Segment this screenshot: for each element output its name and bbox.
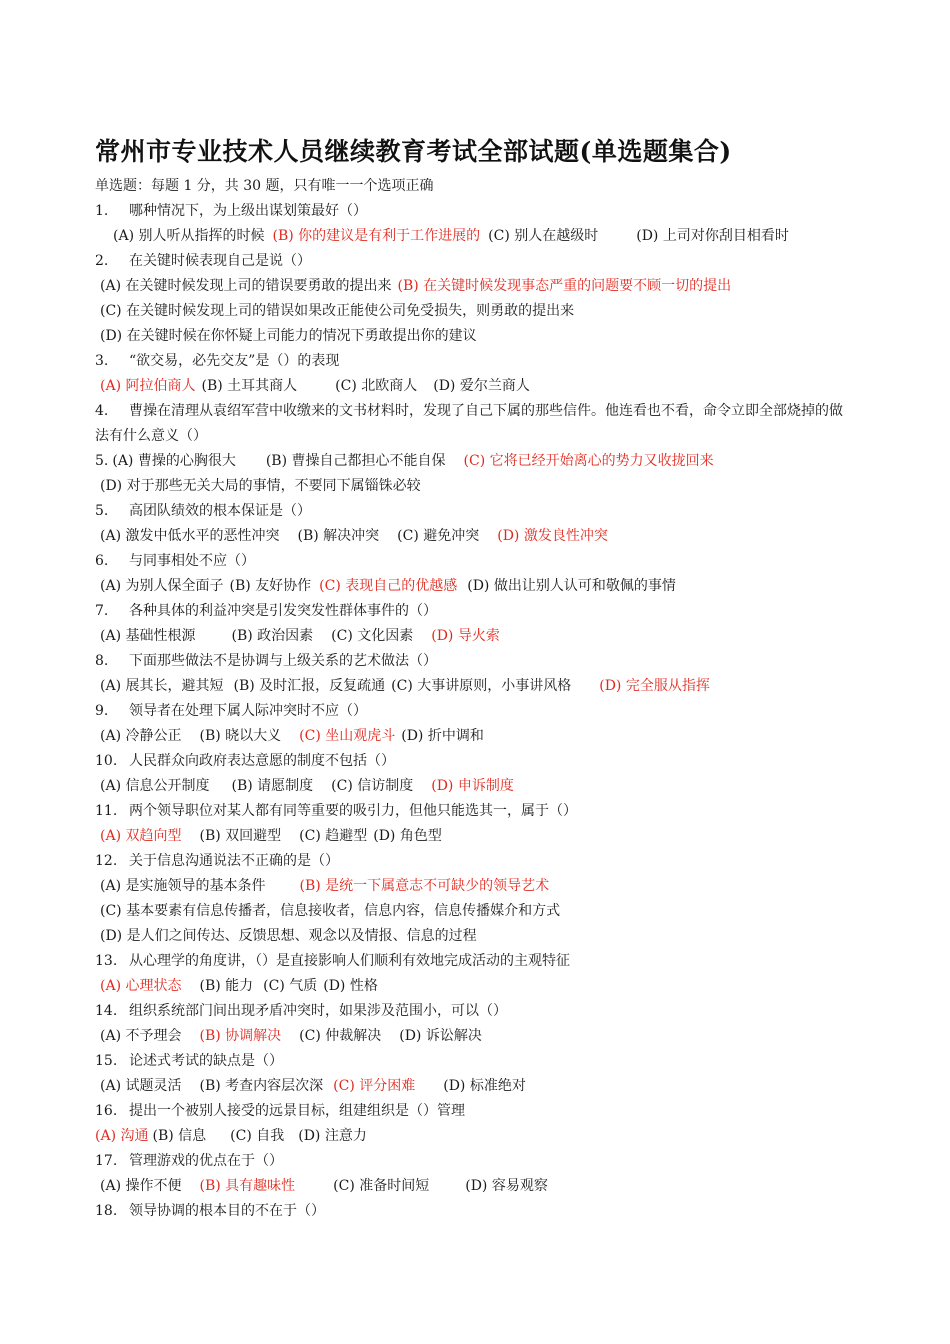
answer-3: (A) 阿拉伯商人 xyxy=(100,378,196,394)
answer-5: (D) 激发良性冲突 xyxy=(497,528,608,544)
question-7: 7. 各种具体的利益冲突是引发突发性群体事件的（） xyxy=(95,603,437,619)
answer-8: (D) 完全服从指挥 xyxy=(599,678,710,694)
question-12: 12. 关于信息沟通说法不正确的是（） xyxy=(95,853,339,869)
question-1: 1. 哪种情况下，为上级出谋划策最好（） xyxy=(95,203,367,219)
answer-11: (A) 双趋向型 xyxy=(100,828,182,844)
question-17: 17. 管理游戏的优点在于（） xyxy=(95,1153,283,1169)
question-10: 10. 人民群众向政府表达意愿的制度不包括（） xyxy=(95,753,395,769)
question-5: 5. 高团队绩效的根本保证是（） xyxy=(95,503,311,519)
options-12c: (D) 是人们之间传达、反馈思想、观念以及情报、信息的过程 xyxy=(100,928,477,944)
answer-1: (B) 你的建议是有利于工作进展的 xyxy=(272,228,481,244)
answer-9: (C) 坐山观虎斗 xyxy=(299,728,396,744)
answer-14: (B) 协调解决 xyxy=(199,1028,282,1044)
answer-15: (C) 评分困难 xyxy=(333,1078,416,1094)
answer-6: (C) 表现自己的优越感 xyxy=(319,578,458,594)
options-2c: (D) 在关键时候在你怀疑上司能力的情况下勇敢提出你的建议 xyxy=(100,328,477,344)
question-list xyxy=(95,174,855,1224)
question-3: 3. “欲交易，必先交友”是（）的表现 xyxy=(95,353,340,369)
options-8: (A) 展其长，避其短 (B) 及时汇报，反复疏通 (C) 大事讲原则，小事讲风格 (D) 完全服从指挥 xyxy=(100,678,710,694)
options-11: (A) 双趋向型 (B) 双回避型 (C) 趋避型 (D) 角色型 xyxy=(100,828,442,844)
question-16: 16. 提出一个被别人接受的远景目标，组建组织是（）管理 xyxy=(95,1103,465,1119)
question-15: 15. 论述式考试的缺点是（） xyxy=(95,1053,283,1069)
options-4b: (D) 对于那些无关大局的事情，不要同下属锱铢必较 xyxy=(100,478,421,494)
options-15: (A) 试题灵活 (B) 考查内容层次深 (C) 评分困难 (D) 标准绝对 xyxy=(100,1078,526,1094)
answer-10: (D) 申诉制度 xyxy=(431,778,514,794)
question-11: 11. 两个领导职位对某人都有同等重要的吸引力，但他只能选其一，属于（） xyxy=(95,803,577,819)
answer-16: (A) 沟通 xyxy=(95,1128,149,1144)
options-12b: (C) 基本要素有信息传播者，信息接收者，信息内容，信息传播媒介和方式 xyxy=(100,903,561,919)
question-14: 14. 组织系统部门间出现矛盾冲突时，如果涉及范围小，可以（） xyxy=(95,1003,507,1019)
options-4: 5. (A) 曹操的心胸很大 (B) 曹操自己都担心不能自保 (C) 它将已经开始离心的势力又收拢回来 xyxy=(95,453,714,469)
options-17: (A) 操作不便 (B) 具有趣味性 (C) 准备时间短 (D) 容易观察 xyxy=(100,1178,548,1194)
options-9: (A) 冷静公正 (B) 晓以大义 (C) 坐山观虎斗 (D) 折中调和 xyxy=(100,728,484,744)
question-9: 9. 领导者在处理下属人际冲突时不应（） xyxy=(95,703,367,719)
options-10: (A) 信息公开制度 (B) 请愿制度 (C) 信访制度 (D) 申诉制度 xyxy=(100,778,514,794)
question-4: 4. 曹操在清理从袁绍军营中收缴来的文书材料时，发现了自己下属的那些信件。他连看也不看，命令立即全部烧掉的做 xyxy=(95,403,843,419)
answer-4: (C) 它将已经开始离心的势力又收拢回来 xyxy=(463,453,714,469)
options-7: (A) 基础性根源 (B) 政治因素 (C) 文化因素 (D) 导火索 xyxy=(100,628,500,644)
answer-2: (B) 在关键时候发现事态严重的问题要不顾一切的提出 xyxy=(397,278,732,294)
options-1: (A) 别人听从指挥的时候 (B) 你的建议是有利于工作进展的 (C) 别人在越级时 (D) 上司对你刮目相看时 xyxy=(113,228,789,244)
answer-17: (B) 具有趣味性 xyxy=(199,1178,296,1194)
options-6: (A) 为别人保全面子 (B) 友好协作 (C) 表现自己的优越感 (D) 做出让别人认可和敬佩的事情 xyxy=(100,578,676,594)
page-title: 常州市专业技术人员继续教育考试全部试题(单选题集合) xyxy=(95,137,732,166)
options-2: (A) 在关键时候发现上司的错误要勇敢的提出来 (B) 在关键时候发现事态严重的问题要不顾一切的提出 xyxy=(100,278,732,294)
options-14: (A) 不予理会 (B) 协调解决 (C) 仲裁解决 (D) 诉讼解决 xyxy=(100,1028,482,1044)
options-13: (A) 心理状态 (B) 能力 (C) 气质 (D) 性格 xyxy=(100,978,378,994)
answer-13: (A) 心理状态 xyxy=(100,978,182,994)
answer-12: (B) 是统一下属意志不可缺少的领导艺术 xyxy=(299,878,550,894)
question-8: 8. 下面那些做法不是协调与上级关系的艺术做法（） xyxy=(95,653,437,669)
question-2: 2. 在关键时候表现自己是说（） xyxy=(95,253,311,269)
options-5: (A) 激发中低水平的恶性冲突 (B) 解决冲突 (C) 避免冲突 (D) 激发良性冲突 xyxy=(100,528,608,544)
options-12: (A) 是实施领导的基本条件 (B) 是统一下属意志不可缺少的领导艺术 xyxy=(100,878,550,894)
answer-7: (D) 导火索 xyxy=(431,628,500,644)
options-16: (A) 沟通 (B) 信息 (C) 自我 (D) 注意力 xyxy=(95,1128,367,1144)
options-3: (A) 阿拉伯商人 (B) 土耳其商人 (C) 北欧商人 (D) 爱尔兰商人 xyxy=(100,378,530,394)
intro-line: 单选题：每题 1 分，共 30 题，只有唯一一个选项正确 xyxy=(95,178,434,194)
question-13: 13. 从心理学的角度讲，（）是直接影响人们顺利有效地完成活动的主观特征 xyxy=(95,953,570,969)
question-6: 6. 与同事相处不应（） xyxy=(95,553,255,569)
options-2b: (C) 在关键时候发现上司的错误如果改正能使公司免受损失，则勇敢的提出来 xyxy=(100,303,575,319)
question-4-cont: 法有什么意义（） xyxy=(95,428,207,444)
question-18: 18. 领导协调的根本目的不在于（） xyxy=(95,1203,325,1219)
